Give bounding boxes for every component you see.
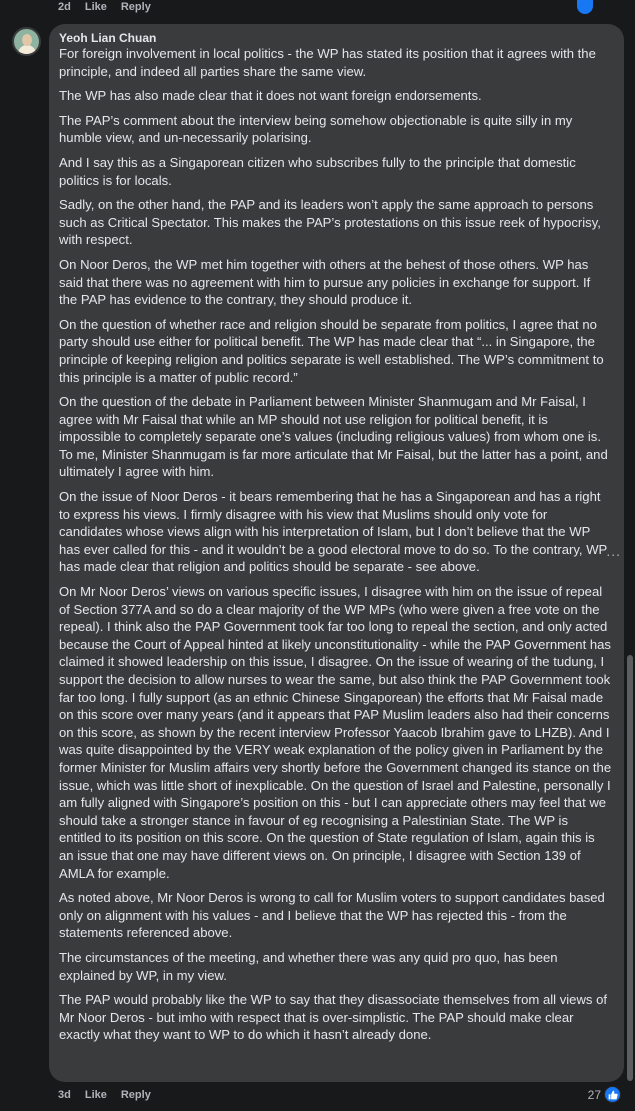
comment-paragraph: The WP has also made clear that it does not want foreign endorsements. <box>59 88 482 104</box>
previous-like-button[interactable]: Like <box>84 1 107 13</box>
scrollbar-thumb[interactable] <box>627 655 633 1081</box>
comment-paragraph: And I say this as a Singaporean citizen who subscribes fully to the principle that domestic politics is for locals. <box>59 154 576 188</box>
reaction-count: 27 <box>587 1087 601 1102</box>
comment-paragraph: Sadly, on the other hand, the PAP and its leaders won’t apply the same approach to persons such as Critical Spectator. This makes the PAP’s protestations on this issue reek of hypocrisy, with respect. <box>59 197 601 248</box>
previous-comment-actions <box>58 0 151 14</box>
comment-author[interactable]: Yeoh Lian Chuan <box>59 31 157 45</box>
like-button[interactable]: Like <box>84 1089 107 1101</box>
previous-comment-time[interactable]: 2d <box>58 1 71 13</box>
previous-reply-button[interactable]: Reply <box>120 1 151 13</box>
comment-actions <box>58 1088 151 1102</box>
comment-paragraph: The PAP’s comment about the interview being somehow objectionable is quite silly in my humble view, and un-necessarily polarising. <box>59 112 573 146</box>
comment-paragraph: As noted above, Mr Noor Deros is wrong to call for Muslim voters to support candidates based only on alignment with his values - and I believe that the WP has rejected this - from the statements referenced above. <box>59 890 605 941</box>
previous-like-reaction-icon[interactable] <box>577 0 593 14</box>
comment-paragraph: On the question of the debate in Parliament between Minister Shanmugam and Mr Faisal, I agree with Mr Faisal that while an MP should not use religion for political benefit, it is impossible to completely separate one’s values (including religious values) from whom one is. To me, Minister Shanmugam is far more articulate that Mr Faisal, but the latter has a point, and ultimately I agree with him. <box>59 394 608 480</box>
comment-paragraph: On the question of whether race and religion should be separate from politics, I agree that no party should use either for political benefit. The WP has made clear that “... in Singapore, the principle of keeping religion and politics separate is well established. The WP’s commitment to this principle is a matter of public record.” <box>59 316 604 385</box>
more-options-icon[interactable]: ... <box>606 543 621 559</box>
comment-paragraph: The circumstances of the meeting, and whether there was any quid pro quo, has been explained by WP, in my view. <box>59 949 558 983</box>
comment-paragraph: For foreign involvement in local politics - the WP has stated its position that it agrees with the principle, and indeed all parties share the same view. <box>59 46 596 79</box>
reply-button[interactable]: Reply <box>120 1089 151 1101</box>
comment-paragraph: On Noor Deros, the WP met him together with others at the behest of those others. WP has said that there was no agreement with him to pursue any policies in exchange for support. If the PAP has evidence to the contrary, they should produce it. <box>59 256 591 308</box>
comment-bubble <box>49 24 624 1082</box>
comment-paragraph: The PAP would probably like the WP to say that they disassociate themselves from all views of Mr Noor Deros - but imho with respect that is over-simplistic. The PAP should make clear exactly what they want to WP to do which it hasn’t already done. <box>59 992 608 1043</box>
avatar[interactable] <box>12 27 41 56</box>
avatar-head-shape <box>22 34 32 46</box>
reaction-summary[interactable] <box>588 1086 621 1103</box>
comment-paragraph: On Mr Noor Deros’ views on various specific issues, I disagree with him on the issue of repeal of Section 377A and so do a clear majority of the WP MPs (who were given a free vote on the repeal). I think also the PAP Government took far too long to repeal the section, and only acted because the Court of Appeal hinted at likely unconstitutionality - while the PAP Government has claimed it showed leadership on this issue, I disagree. On the issue of wearing of the tudung, I support the decision to allow nurses to wear the same, but also think the PAP Government took far too long. I fully support (as an ethnic Chinese Singaporean) the efforts that Mr Faisal made on this score over many years (and it appears that PAP Muslim leaders also had their concerns on this score, as shown by the recent interview Professor Yaacob Ibrahim gave to LHZB). And I was quite disappointed by the VERY weak explanation of the policy given in Parliament by the former Minister for Muslim affairs very shortly before the Government changed its stance on the issue, which was little short of inexplicable. On the question of Israel and Palestine, personally I am fully aligned with Singapore’s position on this - but I can appreciate others may feel that we should take a stronger stance in favour of eg recognising a Palestinian State. The WP is entitled to its position on this score. On the question of State regulation of Islam, again this is an issue that one may have different views on. On principle, I disagree with Section 139 of AMLA for example. <box>59 584 612 881</box>
comment-paragraph: On the issue of Noor Deros - it bears remembering that he has a Singaporean and has a right to express his views. I firmly disagree with his view that Muslims should only vote for candidates whose views align with his interpretation of Islam, but I don’t believe that the WP has ever called for this - and it wouldn’t be a good electoral move to do so. To the contrary, WP has made clear that religion and politics should be separate - see above. <box>59 489 608 575</box>
thumbs-up-icon <box>604 1086 621 1103</box>
avatar-body-shape <box>18 45 36 56</box>
comment-time[interactable]: 3d <box>58 1089 71 1101</box>
